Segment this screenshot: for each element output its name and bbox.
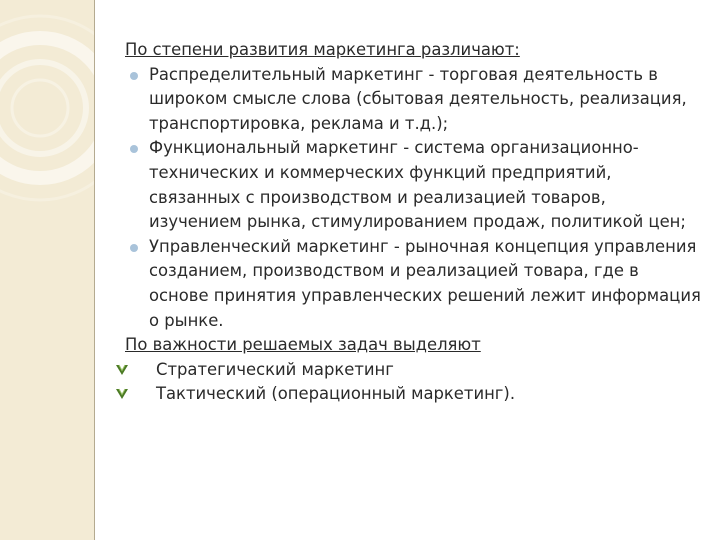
item-line: о рынке.: [149, 310, 224, 330]
list-item: [115, 358, 705, 383]
checkmark-v-bullet-icon: [115, 387, 129, 401]
section2-heading: По важности решаемых задач выделяют: [125, 335, 481, 355]
item-line: Управленческий маркетинг - рыночная концепция управления: [149, 236, 697, 256]
concentric-circles-decoration: [0, 0, 94, 220]
sidebar-panel: [0, 0, 94, 540]
item-line: транспортировка, реклама и т.д.);: [149, 113, 449, 133]
item-line: изучением рынка, стимулированием продаж, политикой цен;: [149, 212, 686, 232]
item-line: связанных с производством и реализацией товаров,: [149, 187, 606, 207]
item-label: Стратегический маркетинг: [156, 359, 394, 379]
list-item: [115, 382, 705, 407]
sidebar-divider: [94, 0, 95, 540]
section1-heading: По степени развития маркетинга различают:: [125, 40, 520, 59]
item-line: технических и коммерческих функций предприятий,: [149, 162, 612, 182]
checkmark-v-bullet-icon: [115, 363, 129, 377]
item-line: широком смысле слова (сбытовая деятельность, реализация,: [149, 89, 687, 109]
list-item: [115, 136, 705, 234]
list-item: [115, 235, 705, 333]
round-dot-bullet-icon: [130, 145, 138, 153]
item-line: основе принятия управленческих решений лежит информация: [149, 285, 701, 305]
list-item: [115, 63, 705, 137]
item-line: Функциональный маркетинг - система организационно-: [149, 138, 639, 158]
round-dot-bullet-icon: [130, 72, 138, 80]
slide-content: [115, 38, 705, 407]
round-dot-bullet-icon: [130, 244, 138, 252]
item-label: Тактический (операционный маркетинг).: [156, 384, 516, 404]
item-line: Распределительный маркетинг - торговая деятельность в: [149, 64, 658, 84]
item-line: созданием, производством и реализацией товара, где в: [149, 261, 639, 281]
